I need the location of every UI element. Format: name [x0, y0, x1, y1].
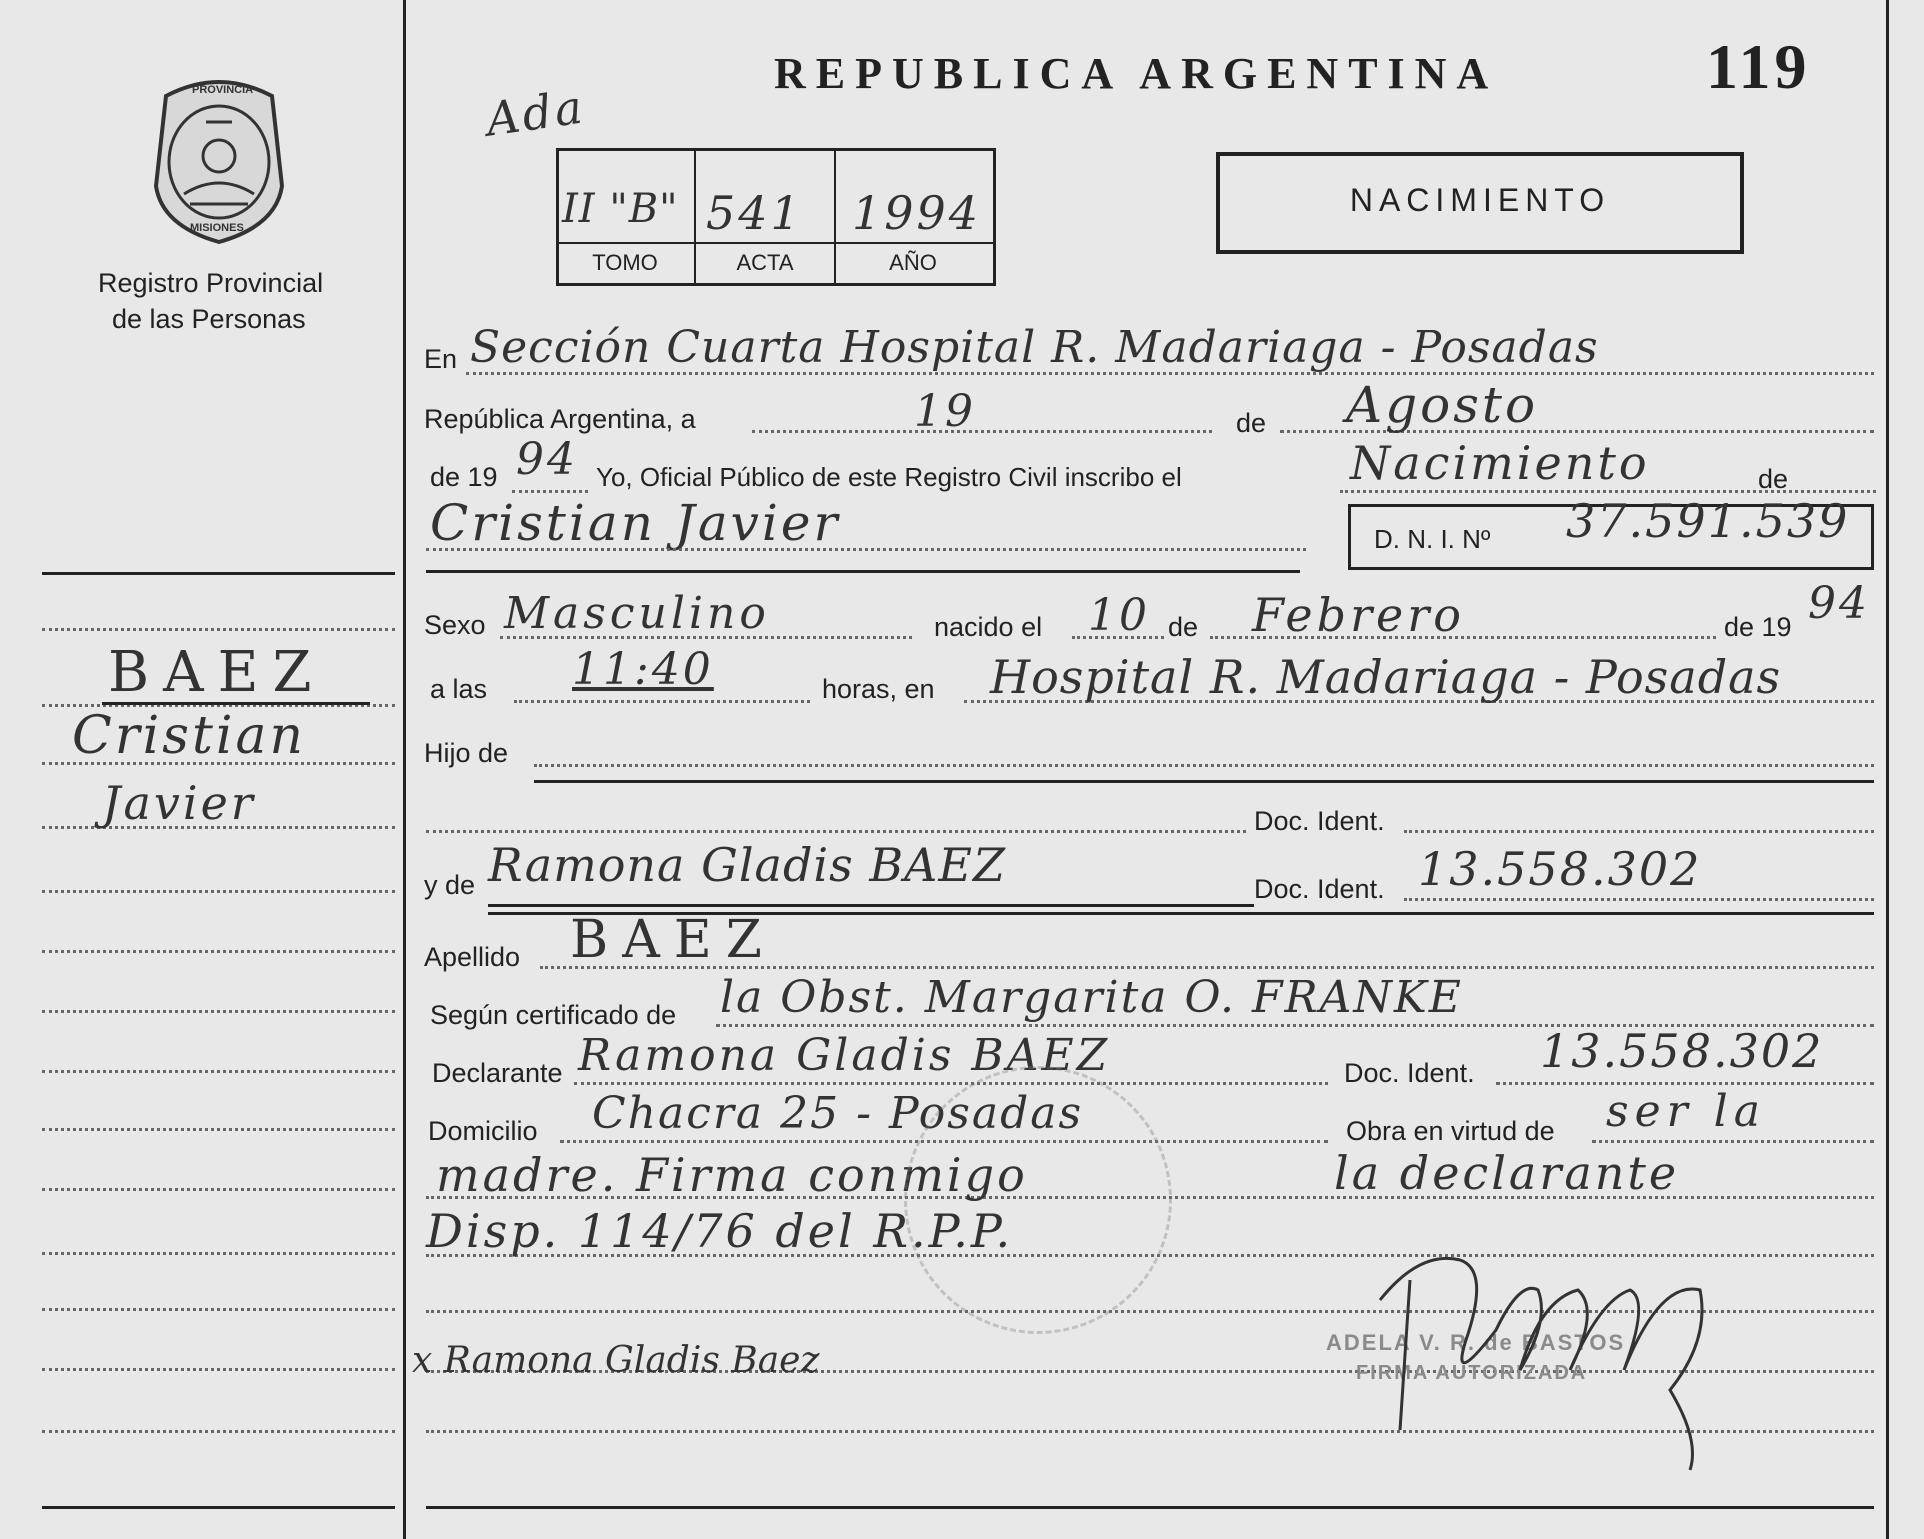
- seal-bottom-text: MISIONES: [190, 222, 244, 234]
- sidebar-dotted-line: [42, 628, 395, 631]
- sidebar-rule: [42, 572, 395, 575]
- sexo-label: Sexo: [424, 610, 486, 640]
- extra-text-1: madre. Firma conmigo: [436, 1148, 1028, 1202]
- page-number: 119: [1706, 31, 1811, 102]
- sidebar-dotted-line: [42, 1128, 395, 1131]
- sidebar-dotted-line: [42, 950, 395, 953]
- birth-de-label: de: [1168, 612, 1199, 642]
- segun-label: Según certificado de: [430, 1000, 677, 1030]
- father-extra-line: [426, 830, 1246, 833]
- margin-surname: BAEZ: [108, 640, 326, 705]
- birth-month: Febrero: [1252, 588, 1465, 642]
- declarante-line: [574, 1082, 1328, 1085]
- sidebar-dotted-line: [42, 1368, 395, 1371]
- child-name: Cristian Javier: [430, 494, 841, 552]
- hour-value: 11:40: [572, 644, 714, 695]
- de-label: de: [1236, 408, 1267, 438]
- registry-name-line1: Registro Provincial: [98, 268, 324, 298]
- annotation: Ada: [482, 79, 589, 147]
- page-right-border: [1886, 0, 1889, 1539]
- day-value: 19: [914, 386, 976, 437]
- domicilio-value: Chacra 25 - Posadas: [592, 1088, 1084, 1139]
- declarante-label: Declarante: [432, 1058, 563, 1088]
- year-value: 94: [516, 434, 578, 485]
- name-section-rule: [426, 570, 1300, 573]
- father-doc-label: Doc. Ident.: [1254, 806, 1385, 836]
- margin-surname-underline: [102, 702, 370, 705]
- birth-day: 10: [1088, 590, 1150, 641]
- margin-given-name: Cristian: [72, 706, 306, 766]
- alas-label: a las: [430, 674, 488, 704]
- sidebar-dotted-line: [42, 1430, 395, 1433]
- sidebar-dotted-line: [42, 1252, 395, 1255]
- obra-label: Obra en virtud de: [1346, 1116, 1555, 1146]
- hijo-label: Hijo de: [424, 738, 509, 768]
- official-stamp: [904, 1066, 1172, 1334]
- mother-doc-label: Doc. Ident.: [1254, 874, 1385, 904]
- year-prefix-label: de 19: [430, 462, 498, 492]
- country-title: REPUBLICA ARGENTINA: [774, 49, 1499, 98]
- declarante-value: Ramona Gladis BAEZ: [578, 1030, 1111, 1081]
- provincial-seal: [146, 76, 292, 244]
- birth-place: Hospital R. Madariaga - Posadas: [990, 650, 1782, 704]
- signature-rule: [426, 1506, 1874, 1509]
- sidebar-dotted-line: [42, 890, 395, 893]
- domicilio-label: Domicilio: [428, 1116, 538, 1146]
- registry-name-line2: de las Personas: [112, 304, 306, 334]
- sidebar-rule: [42, 1506, 395, 1509]
- mother-doc-line: [1404, 898, 1874, 901]
- declarante-doc-line: [1496, 1082, 1874, 1085]
- sidebar-dotted-line: [42, 1010, 395, 1013]
- birth-year-prefix: de 19: [1724, 612, 1792, 642]
- obra-line: [1592, 1140, 1874, 1143]
- apellido-label: Apellido: [424, 942, 521, 972]
- obra-value: ser la: [1606, 1086, 1766, 1137]
- sidebar-dotted-line: [42, 1308, 395, 1311]
- republica-label: República Argentina, a: [424, 404, 696, 434]
- margin-second-name: Javier: [102, 776, 256, 830]
- authorized-signature-stamp: FIRMA AUTORIZADA: [1356, 1362, 1588, 1384]
- official-statement: Yo, Oficial Público de este Registro Civil inscribo el: [596, 462, 1182, 492]
- hour-line: [514, 700, 810, 703]
- dni-value: 37.591.539: [1566, 494, 1850, 548]
- official-signature: [1370, 1220, 1750, 1480]
- ano-value: 1994: [852, 186, 982, 240]
- horas-label: horas, en: [822, 674, 935, 704]
- sidebar-dotted-line: [42, 1070, 395, 1073]
- record-type: NACIMIENTO: [1349, 182, 1611, 218]
- yde-label: y de: [424, 870, 476, 900]
- nacido-label: nacido el: [934, 612, 1043, 642]
- ano-label: AÑO: [889, 250, 937, 275]
- dni-label: D. N. I. Nº: [1374, 524, 1491, 554]
- extra-text-3: Disp. 114/76 del R.P.P.: [426, 1204, 1014, 1258]
- en-label: En: [424, 344, 458, 374]
- mother-rule: [488, 904, 1254, 907]
- acta-value: 541: [706, 186, 803, 240]
- record-box-divider: [556, 242, 993, 244]
- event-de-label: de: [1758, 464, 1789, 494]
- declarante-doc-label: Doc. Ident.: [1344, 1058, 1475, 1088]
- sidebar-divider: [403, 0, 406, 1539]
- official-name-stamp: ADELA V. R. de BASTOS: [1326, 1330, 1626, 1355]
- tomo-value: II "B": [562, 186, 679, 232]
- sexo-value: Masculino: [504, 588, 770, 639]
- year-line: [512, 490, 588, 493]
- section-value: Sección Cuarta Hospital R. Madariaga - Posadas: [470, 322, 1599, 373]
- segun-value: la Obst. Margarita O. FRANKE: [720, 972, 1463, 1023]
- father-doc-line: [1404, 830, 1874, 833]
- birth-year: 94: [1808, 578, 1870, 629]
- month-value: Agosto: [1346, 376, 1539, 434]
- sidebar-dotted-line: [42, 1188, 395, 1191]
- mother-name: Ramona Gladis BAEZ: [488, 838, 1006, 892]
- father-rule: [534, 780, 1874, 783]
- event-value: Nacimiento: [1350, 436, 1650, 490]
- tomo-label: TOMO: [592, 250, 658, 275]
- extra-text-2: la declarante: [1334, 1146, 1680, 1200]
- seal-top-text: PROVINCIA: [192, 84, 254, 96]
- mother-doc: 13.558.302: [1418, 842, 1702, 896]
- day-line: [752, 430, 1212, 433]
- name-line: [426, 548, 1306, 551]
- event-line: [1340, 490, 1876, 493]
- apellido-value: BAEZ: [570, 910, 776, 970]
- acta-label: ACTA: [736, 250, 794, 275]
- declarante-doc: 13.558.302: [1540, 1024, 1824, 1078]
- father-line: [534, 764, 1874, 767]
- declarante-signature: x Ramona Gladis Baez: [412, 1340, 820, 1381]
